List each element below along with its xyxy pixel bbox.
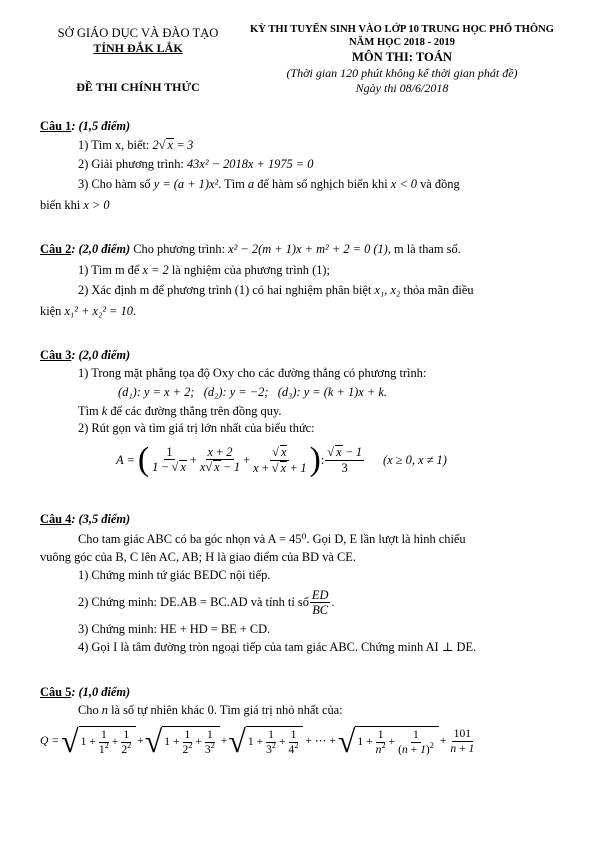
q3-part1: 1) Trong mặt phẳng tọa độ Oxy cho các đường thẳng có phương trình: [78,366,427,380]
q2-part1-math: x = 2 [142,263,169,277]
province-line: TỈNH ĐẮK LẮK [93,40,183,55]
ratio-denominator: BC [312,603,329,618]
q1-part1-text: 1) Tìm x, biết: [78,138,153,152]
q1-part1-math: 2√ x = 3 [152,138,194,152]
q5-intro-text: là số tự nhiên khác 0. Tìm giá trị nhỏ nhất của: [107,703,343,717]
domain-condition: (x ≥ 0, x ≠ 1) [383,452,447,467]
q3-part2: 2) Rút gọn và tìm giá trị lớn nhất của biểu thức: [78,421,315,435]
q4-part2 [78,588,335,618]
q2-part1-text: là nghiệm của phương trình (1); [168,263,330,277]
expression-q: Q = √ 1 + $\frac{1}{1^2}$ + $\frac{1}{2^2}$ + √ 1 + $\frac{1}{2^2}$ + $\frac{1}{3^2}$ + √ 1 + $\frac{1}{3^2}$ + $\frac{1}{4^2}$ + ⋯ + √ 1 + $\frac{1}{n^2}$ + $\frac{1}{(n + 1)^2}$ + $\frac{101}{n + 1}$ [40,723,475,759]
q4-intro [78,532,466,547]
q4-heading [40,512,130,527]
q3-lines [118,385,387,400]
q3-title: Câu 3 [40,348,72,362]
q5-points: : (1,0 điểm) [71,685,131,699]
q1-part3-function: y = (a + 1)x² [153,177,219,191]
sqrt-term-2: √ 1 + $\frac{1}{2^2}$ + $\frac{1}{3^2}$ [145,725,220,757]
q4-period: . [331,595,335,610]
school-year: NĂM HỌC 2018 - 2019 [349,36,455,48]
line-d3: (d₃): y = (k + 1)x + k. [277,385,387,399]
q2-title: Câu 2 [40,242,72,256]
q1-points: : (1,5 điểm) [71,119,131,133]
q4-intro-line2: vuông góc của B, C lên AC, AB; H là giao điểm của BD và CE. [40,550,356,564]
fraction-101: $\frac{101}{n + 1}$ [450,727,475,755]
q2-part2-vars: x₁, x₂ [374,283,401,297]
department-line: SỞ GIÁO DỤC VÀ ĐÀO TẠO [57,26,219,40]
q5-title: Câu 5 [40,685,72,699]
q5-var: n [101,703,108,717]
q2-condition: x₁² + x₂² = 10 [64,304,133,318]
sqrt-term-1: √ 1 + $\frac{1}{1^2}$ + $\frac{1}{2^2}$ [61,725,136,757]
q5-heading [40,685,130,700]
q2-points: : (2,0 điểm) [71,242,131,256]
ratio-ed-bc [310,588,331,618]
angle-a: A = 45⁰ [267,532,307,546]
q5-intro [78,703,343,718]
q1-part3-cond: x > 0 [83,198,110,212]
q2-part2-line2 [40,304,136,319]
q4-part4-math: AI ⊥ DE [425,640,474,654]
q-label: Q = [40,734,60,748]
q1-part2-math: 43x² − 2018x + 1975 = 0 [186,157,314,171]
q3-task-text: để các đường thẳng trên đồng quy. [107,404,282,418]
q1-part3-cond: x < 0 [390,177,418,191]
q4-part4 [78,640,476,655]
q1-part3-text: và đồng [417,177,460,191]
department-name [40,26,236,55]
q5-intro-text: Cho [78,703,102,717]
fraction-2: $\frac{x + 2}{x√ x - 1}$ [199,445,241,475]
q4-title: Câu 4 [40,512,72,526]
q1-part3 [78,177,573,192]
q4-part3: 3) Chứng minh: HE + HD = BE + CD. [78,622,271,636]
exam-heading [232,24,572,49]
q2-part1-text: 1) Tìm m để [78,263,143,277]
q1-part3-text: để hàm số nghịch biến khi [254,177,391,191]
fraction-1: $\frac{1}{1 - √ x}$ [152,445,186,475]
q2-part2 [78,283,474,298]
q1-part3-text: . Tìm [218,177,248,191]
q1-part2-text: 2) Giải phương trình: [78,157,187,171]
q1-part2 [78,157,314,172]
q2-part2-text: kiện [40,304,65,318]
q4-intro-text: . Gọi D, E lần lượt là hình chiếu [306,532,466,546]
sqrt-term-n: √ 1 + $\frac{1}{n^2}$ + $\frac{1}{(n + 1)^2}$ [338,725,439,757]
fraction-3: $\frac{√ x}{x + √ x + 1}$ [253,444,307,475]
q1-part3-text: 3) Cho hàm số [78,177,154,191]
official-exam-label: ĐỀ THI CHÍNH THỨC [76,80,200,94]
q1-part1 [78,138,193,153]
a-label: A = [116,452,135,467]
q2-part2-text: 2) Xác định m để phương trình (1) có hai nghiệm phân biệt [78,283,375,297]
ratio-numerator: ED [311,588,329,602]
time-note: (Thời gian 120 phút không kể thời gian phát đề) [286,66,518,80]
line-d1: (d₁): y = x + 2; [118,385,195,399]
q1-part3-var: a [247,177,255,191]
sqrt-term-3: √ 1 + $\frac{1}{3^2}$ + $\frac{1}{4^2}$ [228,725,303,757]
exam-date: Ngày thi 08/6/2018 [355,81,449,95]
fraction-4: $\frac{√ x - 1}{3}$ [327,445,363,475]
q2-heading [40,242,461,257]
q4-points: : (3,5 điểm) [71,512,131,526]
left-paren: ( [137,441,150,478]
q4-period: . [473,640,477,654]
q4-part4-text: 4) Gọi I là tâm đường tròn ngoại tiếp của tam giác ABC. Chứng minh [78,640,426,654]
exam-title: KỲ THI TUYỂN SINH VÀO LỚP 10 TRUNG HỌC PHỔ THÔNG [250,24,554,35]
q1-part3-line2 [40,198,110,213]
q4-part2-text: 2) Chứng minh: DE.AB = BC.AD và tính tỉ số [78,595,309,610]
q1-title: Câu 1 [40,119,72,133]
q2-equation: x² − 2(m + 1)x + m² + 2 = 0 (1) [228,242,388,256]
q2-period: . [133,304,137,318]
q3-task-text: Tìm [78,404,102,418]
q3-heading [40,348,130,363]
q1-heading [40,119,130,134]
q2-intro-tail: , m là tham số. [387,242,461,256]
q4-part1: 1) Chứng minh tứ giác BEDC nội tiếp. [78,568,271,582]
line-d2: (d₂): y = −2; [203,385,269,399]
q3-points: : (2,0 điểm) [71,348,131,362]
expression-a: A = ( $\frac{1}{1 - √ x}$ + $\frac{x + 2}{x√ x - 1}$ + $\frac{√ x}{x + √ x + 1}$ ) : $\frac{√ x - 1}{3}$ (x ≥ 0, x ≠ 1) [116,441,447,478]
q2-intro: Cho phương trình: [130,242,229,256]
right-paren: ) [309,441,321,478]
q3-part1-task [78,404,281,419]
q1-part3-text: biến khi [40,198,84,212]
q4-intro-text: Cho tam giác ABC có ba góc nhọn và [78,532,268,546]
q3-var: k [101,404,108,418]
q2-part2-text: thỏa mãn điều [400,283,474,297]
q2-part1 [78,263,330,278]
subject-title: MÔN THI: TOÁN [351,50,453,64]
